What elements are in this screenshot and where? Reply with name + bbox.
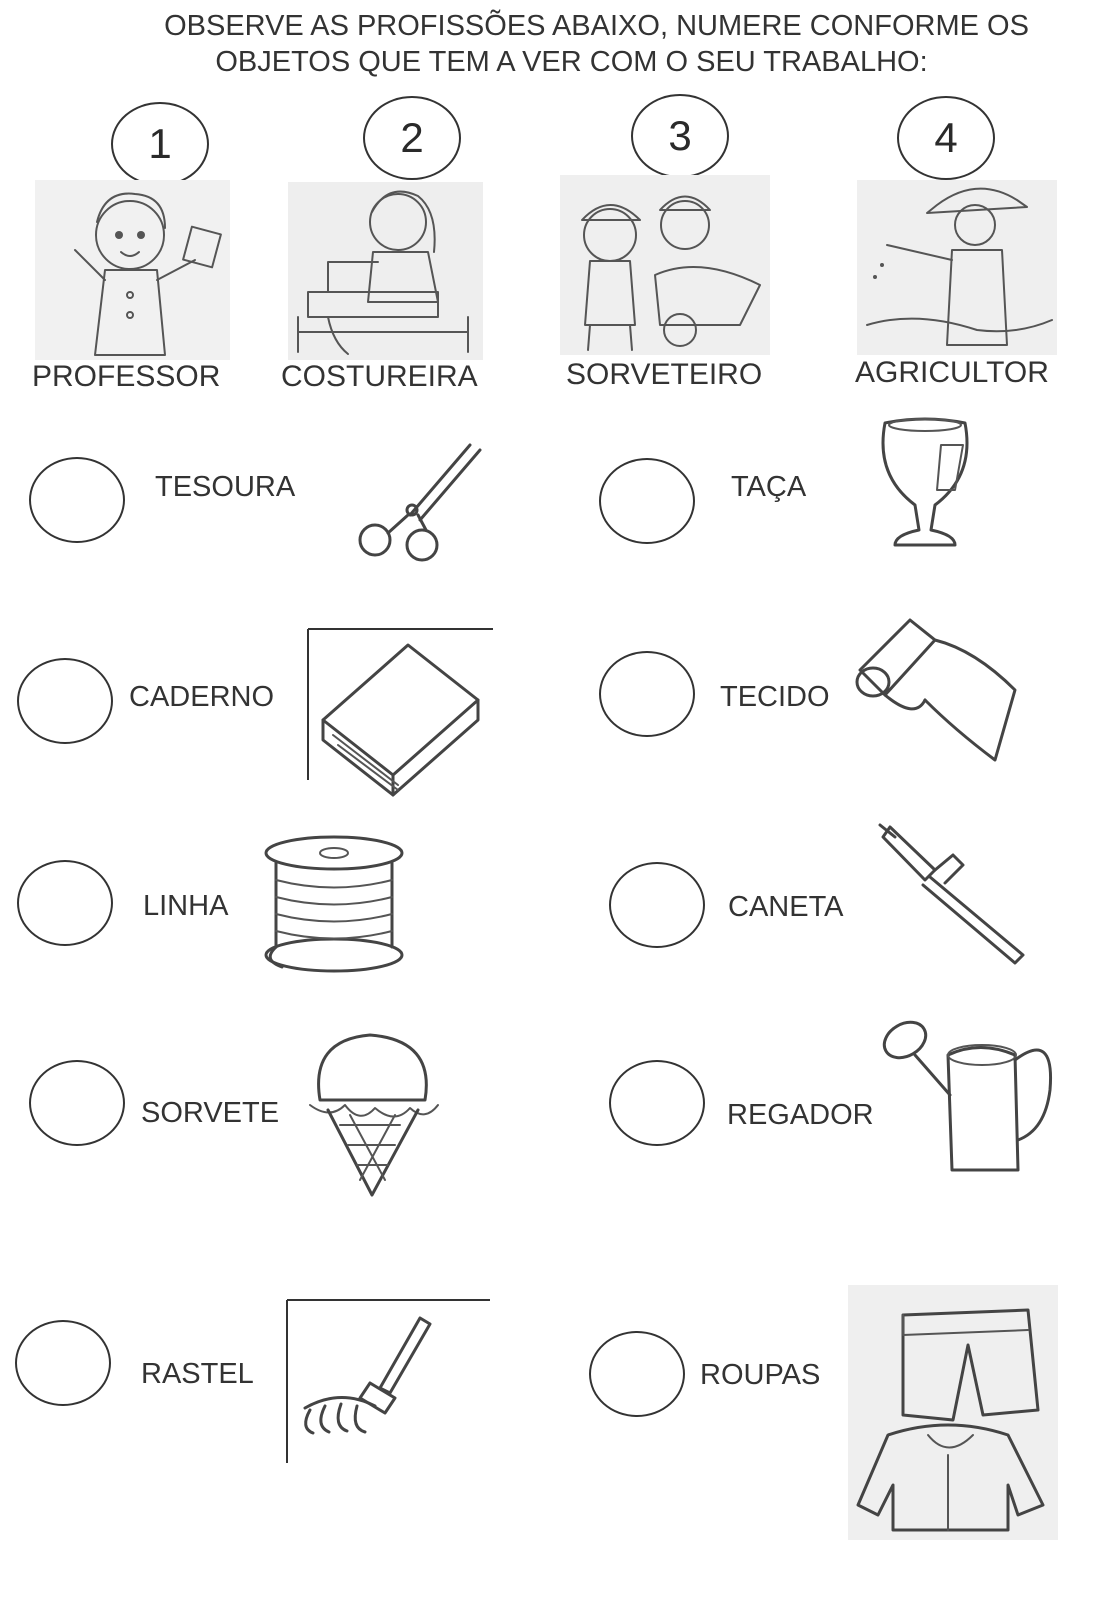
goblet-icon (875, 415, 985, 555)
item-label-roupas: ROUPAS (700, 1359, 821, 1391)
item-label-linha: LINHA (143, 890, 229, 922)
clothes-icon (848, 1285, 1058, 1540)
pen-icon (875, 815, 1030, 965)
profession-label-sorveteiro: SORVETEIRO (566, 358, 763, 391)
profession-number-4: 4 (897, 96, 995, 180)
item-label-tesoura: TESOURA (155, 471, 296, 503)
answer-circle-caneta[interactable] (609, 862, 705, 948)
rake-icon (285, 1298, 495, 1463)
answer-circle-caderno[interactable] (17, 658, 113, 744)
answer-circle-regador[interactable] (609, 1060, 705, 1146)
watering-can-icon (880, 1010, 1060, 1185)
item-label-taca: TAÇA (731, 471, 807, 503)
profession-label-costureira: COSTUREIRA (281, 360, 478, 393)
instructions-line-2: OBJETOS QUE TEM A VER COM O SEU TRABALHO: (215, 46, 928, 78)
profession-number-1: 1 (111, 102, 209, 186)
scissors-icon (340, 435, 490, 565)
instructions-line-1: OBSERVE AS PROFISSÕES ABAIXO, NUMERE CONFORME OS (164, 10, 1029, 42)
farmer-icon (857, 165, 1057, 355)
answer-circle-rastel[interactable] (15, 1320, 111, 1406)
profession-number-3: 3 (631, 94, 729, 178)
item-label-rastel: RASTEL (141, 1358, 254, 1390)
teacher-icon (35, 180, 230, 360)
answer-circle-taca[interactable] (599, 458, 695, 544)
profession-label-agricultor: AGRICULTOR (855, 356, 1049, 389)
seamstress-icon (288, 182, 483, 360)
profession-label-professor: PROFESSOR (32, 360, 221, 393)
notebook-icon (308, 625, 498, 780)
item-label-caderno: CADERNO (129, 681, 275, 713)
fabric-roll-icon (855, 610, 1025, 765)
thread-spool-icon (262, 835, 407, 975)
answer-circle-roupas[interactable] (589, 1331, 685, 1417)
item-label-regador: REGADOR (727, 1099, 874, 1131)
worksheet-instructions (0, 8, 1103, 80)
ice-cream-cone-icon (300, 1030, 445, 1200)
answer-circle-sorvete[interactable] (29, 1060, 125, 1146)
answer-circle-linha[interactable] (17, 860, 113, 946)
item-label-caneta: CANETA (728, 891, 844, 923)
profession-number-2: 2 (363, 96, 461, 180)
ice-cream-seller-icon (560, 175, 770, 355)
answer-circle-tecido[interactable] (599, 651, 695, 737)
item-label-sorvete: SORVETE (141, 1097, 280, 1129)
answer-circle-tesoura[interactable] (29, 457, 125, 543)
item-label-tecido: TECIDO (720, 681, 830, 713)
